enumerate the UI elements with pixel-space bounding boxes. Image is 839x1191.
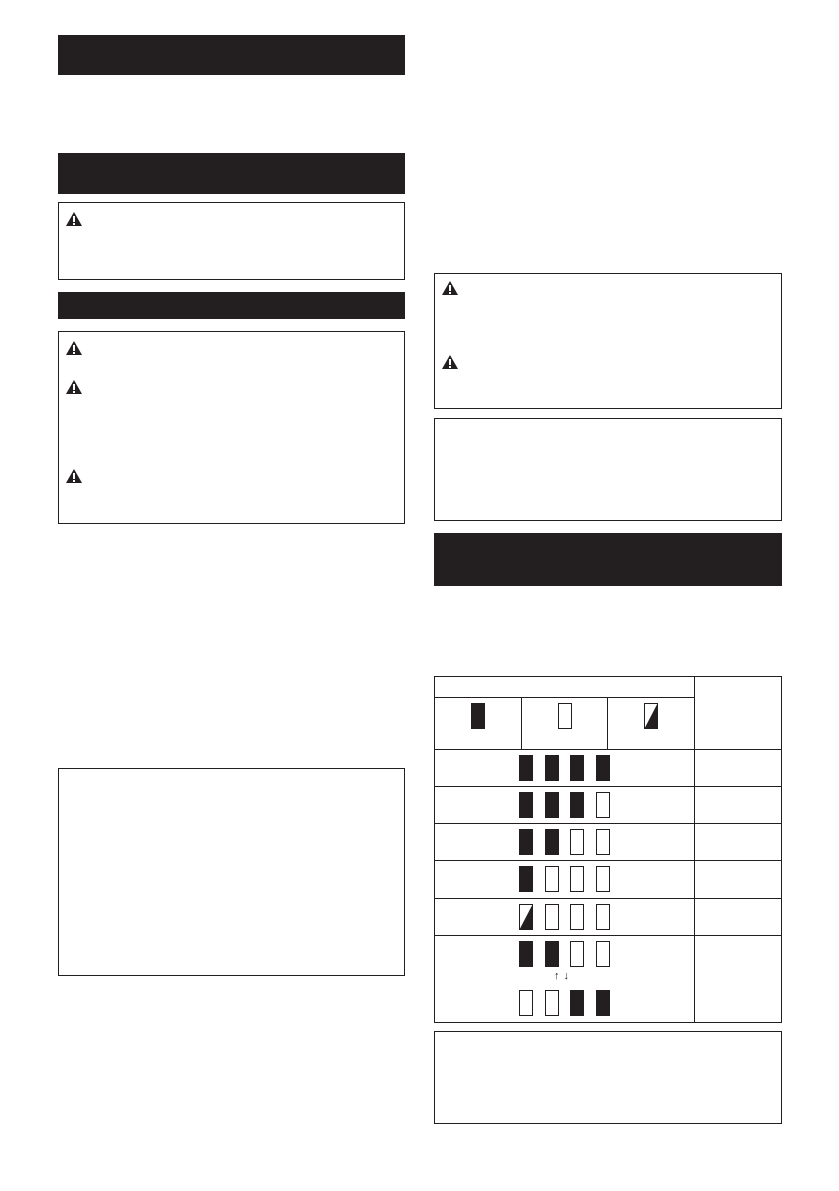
indicator-lamp xyxy=(519,792,533,818)
section-heading-bar-1 xyxy=(58,35,405,75)
indicator-lamp xyxy=(545,904,559,930)
warning-triangle-icon xyxy=(65,468,83,484)
warning-box-right xyxy=(434,273,782,409)
table-divider xyxy=(434,823,782,824)
indicator-lamp xyxy=(570,829,584,855)
table-divider xyxy=(434,786,782,787)
table-divider xyxy=(694,676,695,1023)
note-box-bottom-right xyxy=(434,1031,782,1124)
warning-triangle-icon xyxy=(65,340,83,356)
section-heading-bar-3 xyxy=(58,292,405,319)
table-divider xyxy=(434,860,782,861)
indicator-lamp xyxy=(519,990,533,1016)
legend-lit-icon xyxy=(471,703,485,729)
indicator-lamp xyxy=(596,792,610,818)
table-divider xyxy=(434,749,782,750)
note-box-left xyxy=(58,768,405,976)
table-divider xyxy=(521,697,522,749)
legend-blinking-icon xyxy=(644,703,658,729)
alternating-arrows: ↑↓ xyxy=(554,970,573,982)
indicator-lamp xyxy=(596,904,610,930)
indicator-lamp xyxy=(596,990,610,1016)
warning-triangle-icon xyxy=(65,379,83,395)
indicator-lamp xyxy=(545,866,559,892)
indicator-lamp xyxy=(570,941,584,967)
note-box-right xyxy=(434,418,782,521)
section-heading-bar-right xyxy=(434,533,782,586)
indicator-lamp xyxy=(519,829,533,855)
indicator-lamp xyxy=(545,941,559,967)
indicator-lamp xyxy=(570,866,584,892)
indicator-lamp xyxy=(570,904,584,930)
table-divider xyxy=(434,935,782,936)
indicator-lamp xyxy=(545,990,559,1016)
caution-box-1 xyxy=(58,202,405,280)
table-divider xyxy=(434,697,695,698)
caution-box-2 xyxy=(58,331,405,524)
indicator-lamp xyxy=(519,755,533,781)
table-divider xyxy=(607,697,608,749)
indicator-lamp xyxy=(596,941,610,967)
warning-triangle-icon xyxy=(65,211,83,227)
legend-off-icon xyxy=(558,703,572,729)
indicator-lamp xyxy=(545,829,559,855)
section-heading-bar-2 xyxy=(58,153,405,194)
indicator-lamp xyxy=(596,866,610,892)
indicator-lamp xyxy=(545,755,559,781)
indicator-lamp-blinking xyxy=(519,904,533,930)
indicator-lamp xyxy=(570,792,584,818)
indicator-lamp xyxy=(596,829,610,855)
indicator-lamp xyxy=(596,755,610,781)
indicator-lamp xyxy=(519,866,533,892)
indicator-lamp xyxy=(545,792,559,818)
warning-triangle-icon xyxy=(441,354,459,370)
indicator-lamp xyxy=(570,990,584,1016)
indicator-lamp xyxy=(570,755,584,781)
warning-triangle-icon xyxy=(441,280,459,296)
table-divider xyxy=(434,898,782,899)
indicator-lamp xyxy=(519,941,533,967)
